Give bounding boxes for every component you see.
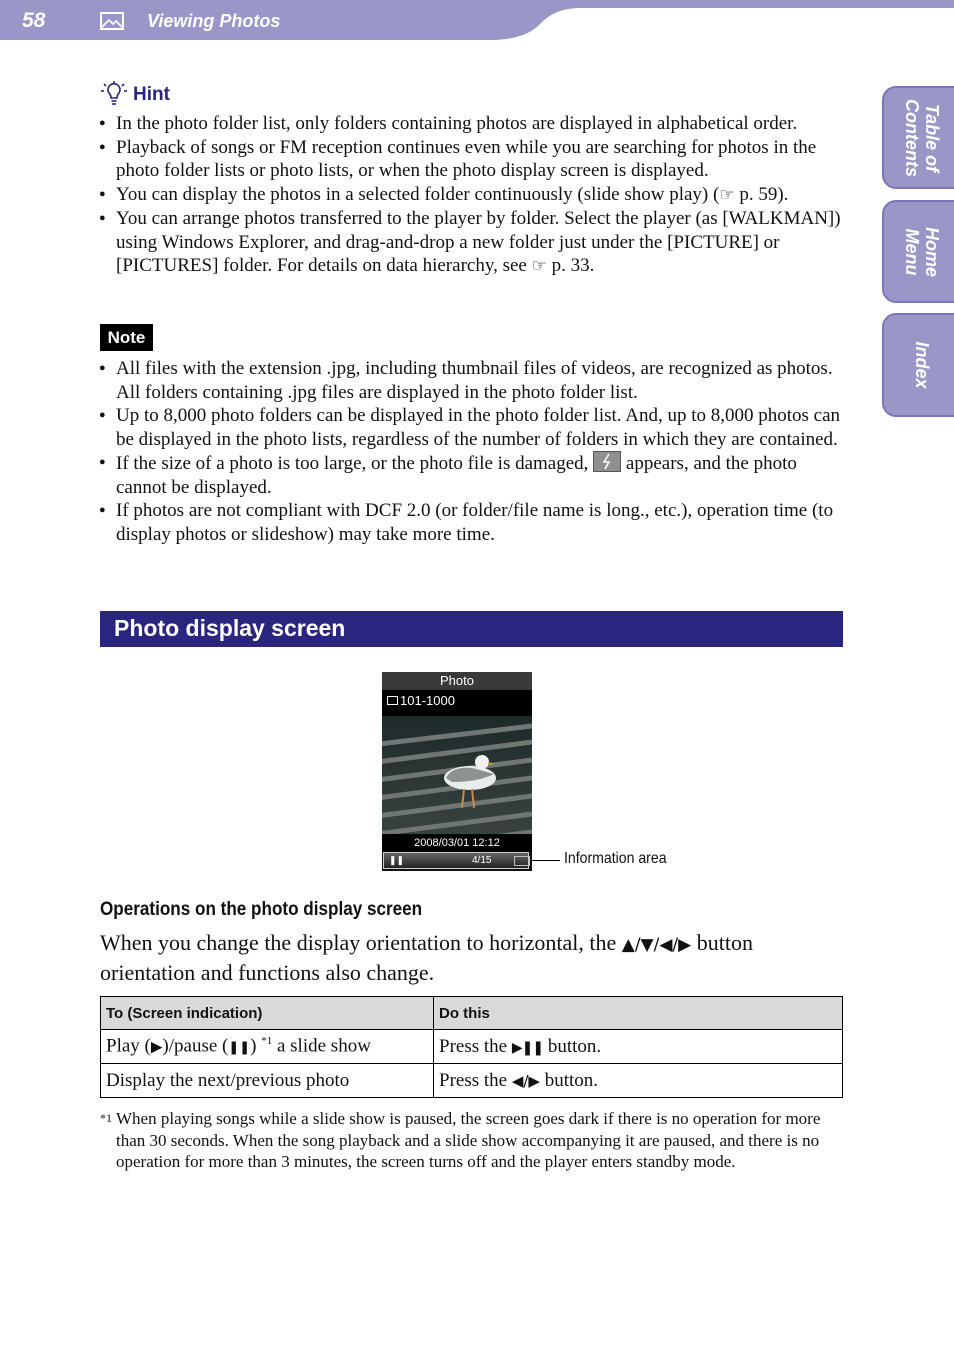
cell-text: ) [250,1035,262,1057]
table-cell [434,1064,843,1098]
tab-table-of-contents[interactable] [882,86,954,189]
table-header-cell: Do this [434,997,843,1030]
list-item-text: You can arrange photos transferred to the player by folder. Select the player (as [WALKMAN]) using Windows Explorer, and drag-and-drop a new folder just under the [PICTURE] or [PICTURES] folder. For details on data hierarchy, see [116,208,841,276]
operations-table [100,996,843,1098]
footnote-mark: *1 [100,1111,112,1125]
note-list [99,357,847,546]
tab-home-menu[interactable] [882,200,954,303]
header-band [0,0,954,40]
table-cell: Display the next/previous photo [101,1064,434,1098]
lightbulb-icon [99,80,129,110]
cell-text: Play ( [106,1035,151,1057]
cell-text: Press the [439,1069,512,1091]
seagull-photo [382,716,532,836]
cell-text: )/pause ( [162,1035,229,1057]
operations-description [100,929,840,987]
page-header [0,0,954,40]
list-item-text: appears, and the photo cannot be displayed. [116,453,797,498]
left-right-button-icon: ◀/▶ [511,1071,540,1090]
list-item-text: . [589,255,595,276]
list-item [99,207,847,279]
list-item: ● All files with the extension .jpg, including thumbnail files of videos, are recognized as photos. All folders containing .jpg files are displayed in the photo folder list. [99,357,847,404]
footnote-ref: *1 [261,1035,273,1048]
information-area-label: Information area [564,850,667,867]
folder-icon [387,696,398,705]
folder-name-text: 101-1000 [400,693,455,708]
photo-counter: 4/15 [472,855,492,866]
list-item-text: You can display the photos in a selected folder continuously (slide show play) ( [116,183,720,205]
list-item: ● Up to 8,000 photo folders can be displayed in the photo folder list. And, up to 8,000 photos can be displayed in the photo lists, regardless of the number of folders in which they are contained. [99,404,847,451]
cell-text: button. [539,1069,599,1091]
device-folder-name [382,690,532,716]
list-item: ● In the photo folder list, only folders containing photos are displayed in alphabetical order. [99,112,847,136]
operations-title: Operations on the photo display screen [100,899,423,920]
device-screen-title: Photo [382,672,532,690]
tab-index-label: Index [912,341,932,389]
play-pause-button-icon: ▶❚❚ [511,1039,544,1056]
broken-image-icon [593,451,621,472]
pause-icon: ❚❚ [389,855,405,865]
note-badge: Note [100,324,153,351]
table-row [101,1064,843,1098]
footnote [100,1108,845,1173]
page-reference-link[interactable]: p. 33 [551,255,590,276]
page-reference-icon: ☞ [719,184,735,205]
header-section-title: Viewing Photos [147,11,281,31]
table-header-row [101,997,843,1030]
cell-text: a slide show [272,1035,371,1057]
table-cell [101,1030,434,1064]
tab-index[interactable] [882,313,954,417]
table-cell [434,1030,843,1064]
table-row [101,1030,843,1064]
pause-icon: ❚❚ [228,1040,251,1056]
page-reference-link[interactable]: p. 59 [739,183,778,205]
hint-list [99,112,847,279]
list-item [99,451,847,499]
play-icon: ▶ [150,1037,163,1056]
list-item: ● Playback of songs or FM reception continues even while you are searching for photos in the photo folder lists or photo lists, or when the photo display screen is displayed. [99,136,847,183]
callout-line [532,860,560,861]
tab-table-of-contents-label: Table of Contents [902,98,942,177]
list-item-text: If the size of a photo is too large, or the photo file is damaged, [116,453,594,474]
page-number: 58 [22,9,46,32]
operations-description-text: When you change the display orientation to horizontal, the [100,930,622,955]
footnote-text: When playing songs while a slide show is paused, the screen goes dark if there is no operation for more than 30 seconds. When the song playback and a slide show accompanying it are paused, and there is no operation for more than 3 minutes, the screen turns off and the player enters standby mode. [116,1109,821,1172]
device-datetime: 2008/03/01 12:12 [382,834,532,852]
list-item [99,183,847,208]
list-item-text: ). [777,183,789,205]
table-header-cell: To (Screen indication) [101,997,434,1030]
cell-text: Press the [439,1035,512,1057]
tab-home-menu-label: Home Menu [902,226,942,277]
page-reference-icon: ☞ [531,256,547,276]
device-information-area [383,852,529,869]
battery-icon [514,856,530,866]
device-screen [382,672,532,871]
photo-icon [100,12,124,30]
section-title: Photo display screen [114,615,346,641]
cell-text: button. [543,1035,602,1057]
hint-title: Hint [133,84,170,105]
section-header [100,611,843,647]
list-item: ● If photos are not compliant with DCF 2.0 (or folder/file name is long., etc.), operation time (to display photos or slideshow) may take more time. [99,499,847,546]
arrow-buttons-icons: ▲/▼/◀/▶ [621,935,692,955]
operations-description-text: button orientation and functions also change. [100,930,753,985]
